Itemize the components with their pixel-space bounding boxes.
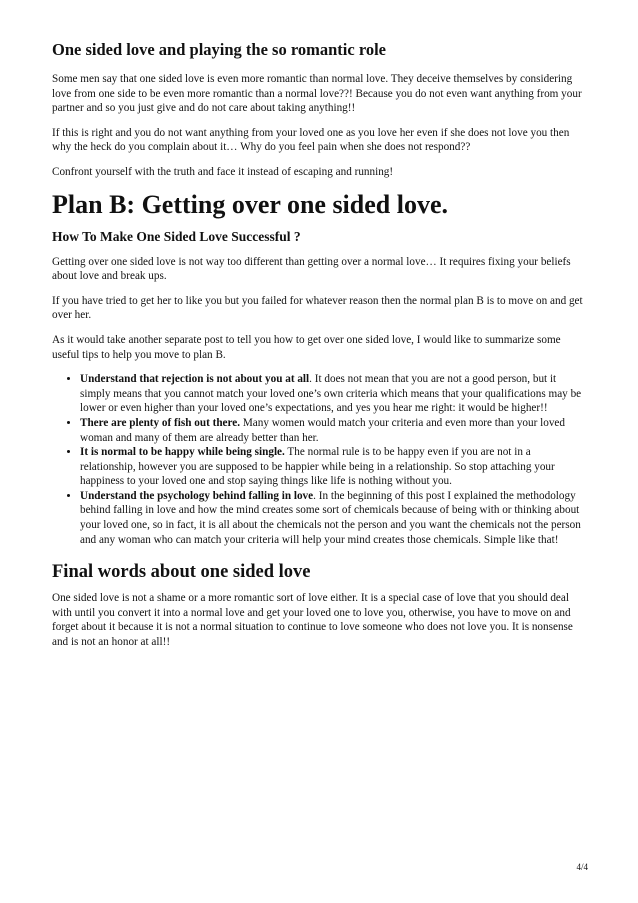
tips-list	[52, 372, 588, 547]
page-number: 4/4	[576, 862, 588, 872]
tip-bold-text: There are plenty of fish out there.	[80, 416, 241, 429]
paragraph: Confront yourself with the truth and face it instead of escaping and running!	[52, 165, 394, 178]
paragraph: Getting over one sided love is not way too different than getting over a normal love… It requires fixing your beliefs about love and break ups.	[52, 255, 571, 283]
subheading-how-to: How To Make One Sided Love Successful ?	[52, 228, 301, 244]
paragraph: One sided love is not a shame or a more romantic sort of love either. It is a special case of love that you should deal with until you convert it into a normal love and get your loved one to love you, otherwise, you have to move on and forget about it because it is not a normal situation to continue to love someone who does not love you. It is nonsense and is not an honor at all!!	[52, 592, 573, 649]
paragraph: If you have tried to get her to like you but you failed for whatever reason then the normal plan B is to move on and get over her.	[52, 294, 583, 322]
list-item	[80, 372, 588, 416]
list-item	[80, 416, 588, 445]
page-title-plan-b: Plan B: Getting over one sided love.	[52, 189, 449, 219]
section-heading-final-words: Final words about one sided love	[52, 562, 311, 583]
paragraph: Some men say that one sided love is even more romantic than normal love. They deceive themselves by considering love from one side to be even more romantic than a normal love??! Because you do not even want anything from your partner and so you just give and do not care about taking anything!!	[52, 73, 582, 115]
tip-bold-text: It is normal to be happy while being single.	[80, 446, 285, 459]
tip-bold-text: Understand the psychology behind falling in love	[80, 489, 314, 502]
tip-text: The normal rule is to be happy even if you are not in a relationship, however you are supposed to be happier while being in a relationship. So stop attaching your happiness to your loved one and stop saying things like life is nothing without you.	[80, 446, 555, 488]
tip-text: . In the beginning of this post I explained the methodology behind falling in love and how the mind creates some sort of chemicals because of being with or thinking about your loved one, so in fact, it is all about the chemicals not the person and you want the chemicals not the person and any woman who can match your criteria will help your mind creates those chemicals. Simple like that!	[80, 489, 581, 546]
list-item	[80, 489, 588, 547]
tip-bold-text: Understand that rejection is not about you at all	[80, 373, 310, 386]
section-heading-romantic-role: One sided love and playing the so romantic role	[52, 40, 386, 59]
paragraph: If this is right and you do not want anything from your loved one as you love her even if she does not love you then why the heck do you complain about it… Why do you feel pain when she does not respond??	[52, 126, 570, 154]
tip-text: Many women would match your criteria and even more than your loved woman and many of them are already better than her.	[80, 416, 565, 444]
list-item	[80, 445, 588, 489]
document-page	[52, 40, 588, 660]
paragraph: As it would take another separate post to tell you how to get over one sided love, I would like to summarize some useful tips to help you move to plan B.	[52, 333, 561, 361]
tip-text: . It does not mean that you are not a good person, but it simply means that you cannot match your loved one’s own criteria which means that your qualifications may be lower or even higher than your loved one’s expectations, and yes you hear me right: it would be higher!!	[80, 373, 582, 415]
